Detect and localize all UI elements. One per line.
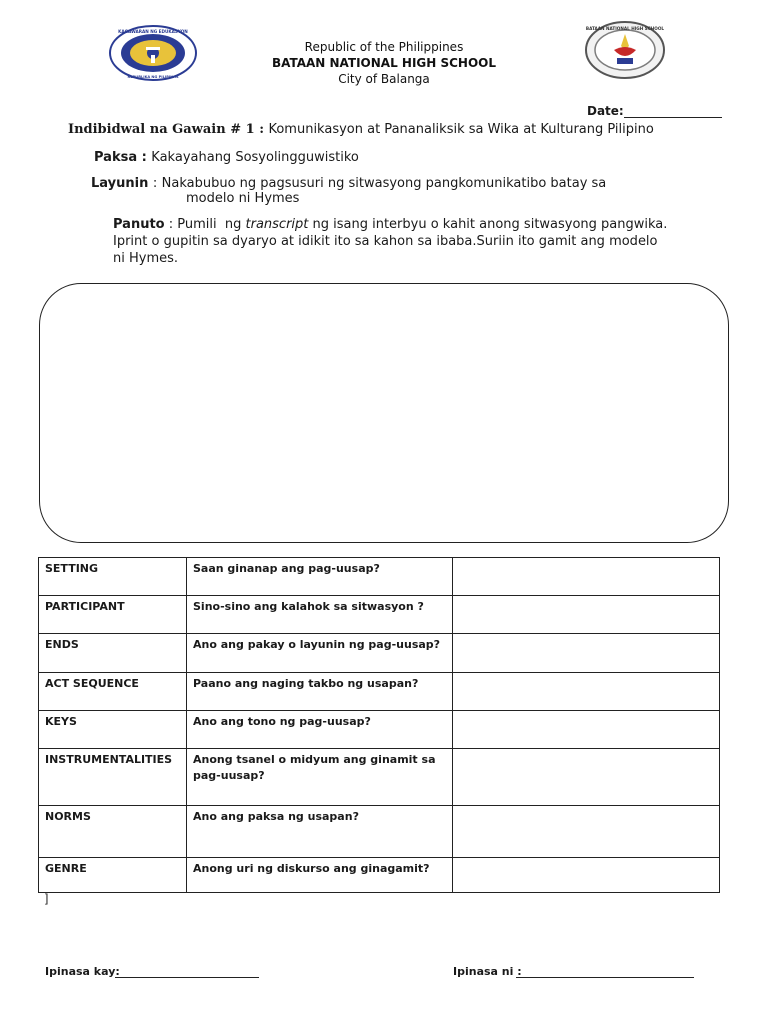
table-row bbox=[39, 558, 720, 596]
activity-title bbox=[68, 120, 654, 138]
guide-question-cell: Ano ang paksa ng usapan? bbox=[187, 806, 453, 858]
answer-cell[interactable] bbox=[453, 673, 720, 711]
school-name: BATAAN NATIONAL HIGH SCHOOL bbox=[271, 56, 497, 70]
answer-cell[interactable] bbox=[453, 596, 720, 634]
answer-cell[interactable] bbox=[453, 806, 720, 858]
ipinasa-ni-field[interactable] bbox=[516, 977, 694, 978]
hymes-component-cell: PARTICIPANT bbox=[39, 596, 187, 634]
panuto-text-rest: ng isang interbyu o kahit anong sitwasyong pangwika. bbox=[308, 217, 668, 232]
layunin-text-line1: Nakabubuo ng pagsusuri ng sitwasyong pangkomunikatibo batay sa bbox=[161, 176, 607, 191]
hymes-table bbox=[38, 557, 720, 893]
hymes-component-cell: ACT SEQUENCE bbox=[39, 673, 187, 711]
bnhs-seal-text: BATAAN NATIONAL HIGH SCHOOL bbox=[585, 26, 665, 31]
table-row bbox=[39, 673, 720, 711]
table-row bbox=[39, 634, 720, 673]
paksa-text: Kakayahang Sosyolingguwistiko bbox=[151, 150, 359, 165]
answer-cell[interactable] bbox=[453, 749, 720, 806]
date-field[interactable] bbox=[624, 117, 722, 118]
paksa-row bbox=[94, 148, 359, 166]
panuto-line3: ni Hymes. bbox=[113, 251, 179, 266]
guide-question-cell: Ano ang pakay o layunin ng pag-uusap? bbox=[187, 634, 453, 673]
answer-cell[interactable] bbox=[453, 558, 720, 596]
panuto-text-start: : Pumili ng bbox=[164, 217, 246, 232]
date-label: Date: bbox=[587, 104, 624, 118]
guide-question-cell: Saan ginanap ang pag-uusap? bbox=[187, 558, 453, 596]
guide-question-cell: Ano ang tono ng pag-uusap? bbox=[187, 711, 453, 749]
guide-question-cell: Sino-sino ang kalahok sa sitwasyon ? bbox=[187, 596, 453, 634]
panuto-italic-word: transcript bbox=[245, 217, 309, 232]
answer-cell[interactable] bbox=[453, 858, 720, 893]
ipinasa-kay-field[interactable] bbox=[115, 977, 259, 978]
activity-title-label: Indibidwal na Gawain # 1 : bbox=[68, 122, 265, 137]
hymes-component-cell: GENRE bbox=[39, 858, 187, 893]
panuto-label: Panuto bbox=[113, 217, 165, 232]
table-row bbox=[39, 806, 720, 858]
guide-question-cell: Anong tsanel o midyum ang ginamit sa pag-uusap? bbox=[187, 749, 453, 806]
answer-cell[interactable] bbox=[453, 634, 720, 673]
layunin-row bbox=[91, 174, 606, 192]
guide-question-cell: Paano ang naging takbo ng usapan? bbox=[187, 673, 453, 711]
layunin-separator: : bbox=[152, 176, 158, 191]
guide-question-cell: Anong uri ng diskurso ang ginagamit? bbox=[187, 858, 453, 893]
table-row bbox=[39, 749, 720, 806]
answer-cell[interactable] bbox=[453, 711, 720, 749]
table-row bbox=[39, 858, 720, 893]
city-line: City of Balanga bbox=[338, 72, 430, 86]
hymes-component-cell: INSTRUMENTALITIES bbox=[39, 749, 187, 806]
hymes-component-cell: SETTING bbox=[39, 558, 187, 596]
deped-seal-subtext: REPUBLIKA NG PILIPINAS bbox=[127, 75, 179, 79]
activity-title-text: Komunikasyon at Pananaliksik sa Wika at Kulturang Pilipino bbox=[268, 122, 654, 137]
hymes-component-cell: ENDS bbox=[39, 634, 187, 673]
hymes-component-cell: NORMS bbox=[39, 806, 187, 858]
layunin-text-line2: modelo ni Hymes bbox=[186, 191, 300, 206]
deped-seal-text: KAGAWARAN NG EDUKASYON bbox=[118, 29, 188, 34]
ipinasa-kay-label: Ipinasa kay: bbox=[45, 965, 120, 978]
stray-bracket: ] bbox=[45, 891, 49, 905]
paksa-label: Paksa : bbox=[94, 150, 147, 165]
panuto-line2: Iprint o gupitin sa dyaryo at idikit ito sa kahon sa ibaba.Suriin ito gamit ang modelo bbox=[113, 234, 658, 249]
ipinasa-ni-label: Ipinasa ni : bbox=[453, 965, 522, 978]
republic-line: Republic of the Philippines bbox=[304, 40, 464, 54]
transcript-paste-box[interactable] bbox=[39, 283, 729, 543]
table-row bbox=[39, 596, 720, 634]
hymes-component-cell: KEYS bbox=[39, 711, 187, 749]
layunin-label: Layunin bbox=[91, 176, 149, 191]
panuto-paragraph bbox=[113, 216, 723, 267]
table-row bbox=[39, 711, 720, 749]
